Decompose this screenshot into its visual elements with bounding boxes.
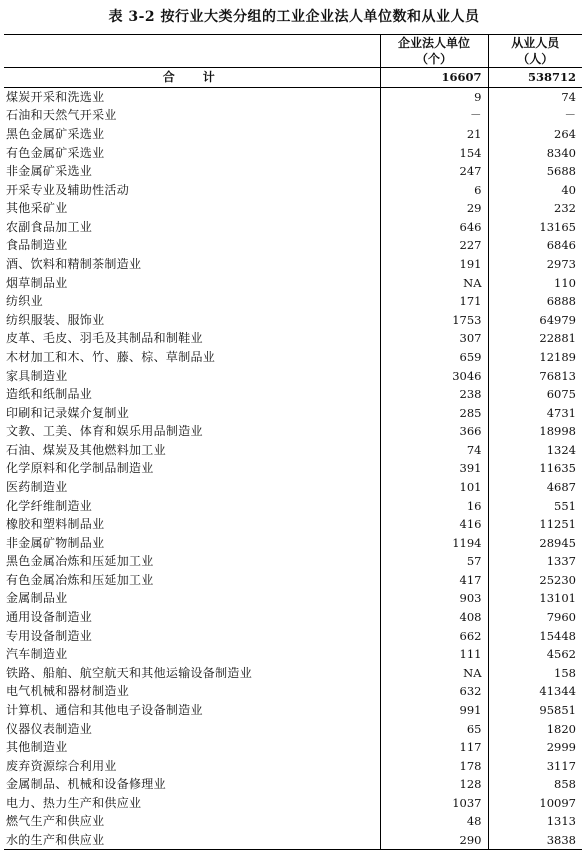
units-count: 903 — [380, 589, 488, 608]
industry-name: 医药制造业 — [6, 480, 68, 494]
industry-name: 煤炭开采和洗选业 — [6, 89, 105, 104]
industry-name: 有色金属冶炼和压延加工业 — [6, 572, 154, 587]
employees-count: 5688 — [488, 162, 582, 181]
employees-count: 18998 — [488, 422, 582, 441]
table-row — [4, 143, 582, 162]
total-employees: 538712 — [488, 68, 582, 88]
table-row — [4, 589, 582, 608]
units-count: 178 — [380, 756, 488, 775]
units-count: 285 — [380, 403, 488, 422]
employees-count: 4562 — [488, 645, 582, 664]
employees-count: 95851 — [488, 701, 582, 720]
employees-count: 10097 — [488, 794, 582, 813]
employees-count: 74 — [488, 87, 582, 106]
table-row — [4, 236, 582, 255]
employees-count: 858 — [488, 775, 582, 794]
total-label: 合 计 — [4, 68, 380, 88]
industry-name: 木材加工和木、竹、藤、棕、草制品业 — [6, 349, 216, 364]
units-count: 1194 — [380, 533, 488, 552]
employees-count: 13101 — [488, 589, 582, 608]
units-count: 366 — [380, 422, 488, 441]
units-count: 290 — [380, 831, 488, 850]
industry-name: 农副食品加工业 — [6, 219, 93, 234]
industry-name: 酒、饮料和精制茶制造业 — [6, 257, 142, 272]
industry-name: 家具制造业 — [6, 368, 68, 383]
header-units-unit: （个） — [380, 52, 488, 68]
industry-name: 石油和天然气开采业 — [6, 108, 117, 123]
employees-count: 15448 — [488, 626, 582, 645]
industry-name: 燃气生产和供应业 — [6, 814, 105, 829]
header-units: 企业法人单位 — [380, 35, 488, 53]
employees-count: 8340 — [488, 143, 582, 162]
industry-name: 有色金属矿采选业 — [6, 145, 105, 160]
table-row — [4, 218, 582, 237]
units-count: 171 — [380, 292, 488, 311]
employees-count: 4731 — [488, 403, 582, 422]
employees-count: 25230 — [488, 571, 582, 590]
units-count: － — [380, 106, 488, 125]
employees-count: 64979 — [488, 311, 582, 330]
units-count: 191 — [380, 255, 488, 274]
industry-name: 石油、煤炭及其他燃料加工业 — [6, 442, 166, 457]
table-row — [4, 775, 582, 794]
table-row — [4, 199, 582, 218]
table-row — [4, 515, 582, 534]
industry-name: 水的生产和供应业 — [4, 831, 380, 850]
industry-name: 金属制品、机械和设备修理业 — [6, 777, 166, 792]
units-count: 117 — [380, 738, 488, 757]
table-row — [4, 329, 582, 348]
employees-count: 551 — [488, 496, 582, 515]
industry-name: 电力、热力生产和供应业 — [6, 795, 142, 810]
table-row — [4, 255, 582, 274]
table-row — [4, 180, 582, 199]
industry-name: 铁路、船舶、航空航天和其他运输设备制造业 — [6, 665, 253, 680]
employees-count: 11251 — [488, 515, 582, 534]
employees-count: 6888 — [488, 292, 582, 311]
units-count: 57 — [380, 552, 488, 571]
industry-name: 化学纤维制造业 — [6, 498, 93, 513]
units-count: 646 — [380, 218, 488, 237]
table-row — [4, 812, 582, 831]
units-count: 74 — [380, 441, 488, 460]
units-count: 3046 — [380, 366, 488, 385]
units-count: 1753 — [380, 311, 488, 330]
units-count: 128 — [380, 775, 488, 794]
employees-count: 12189 — [488, 348, 582, 367]
units-count: 408 — [380, 608, 488, 627]
table-row — [4, 645, 582, 664]
header-employees-unit: （人） — [488, 52, 582, 68]
employees-count: 3838 — [488, 831, 582, 850]
units-count: 48 — [380, 812, 488, 831]
employees-count: 264 — [488, 125, 582, 144]
table-row — [4, 292, 582, 311]
industry-name: 非金属矿物制品业 — [6, 535, 105, 550]
units-count: 416 — [380, 515, 488, 534]
table-row — [4, 273, 582, 292]
table-row — [4, 738, 582, 757]
industry-name: 纺织服装、服饰业 — [6, 312, 105, 327]
units-count: 991 — [380, 701, 488, 720]
table-row — [4, 459, 582, 478]
employees-count: 7960 — [488, 608, 582, 627]
industry-name: 造纸和纸制品业 — [6, 387, 93, 402]
table-header — [4, 35, 582, 68]
industry-name: 开采专业及辅助性活动 — [6, 182, 130, 197]
units-count: 238 — [380, 385, 488, 404]
employees-count: 40 — [488, 180, 582, 199]
units-count: 6 — [380, 180, 488, 199]
table-row — [4, 87, 582, 106]
header-blank — [4, 35, 380, 53]
employees-count: 3117 — [488, 756, 582, 775]
units-count: 154 — [380, 143, 488, 162]
employees-count: － — [488, 106, 582, 125]
industry-name: 化学原料和化学制品制造业 — [6, 461, 154, 476]
industry-name: 非金属矿采选业 — [6, 164, 93, 179]
employees-count: 76813 — [488, 366, 582, 385]
units-count: 662 — [380, 626, 488, 645]
employees-count: 22881 — [488, 329, 582, 348]
units-count: 29 — [380, 199, 488, 218]
units-count: 307 — [380, 329, 488, 348]
industry-name: 废弃资源综合利用业 — [6, 758, 117, 773]
table-row — [4, 664, 582, 683]
table-row — [4, 756, 582, 775]
table-body — [4, 68, 582, 850]
employees-count: 13165 — [488, 218, 582, 237]
employees-count: 41344 — [488, 682, 582, 701]
table-row — [4, 831, 582, 850]
employees-count: 158 — [488, 664, 582, 683]
employees-count: 232 — [488, 199, 582, 218]
industry-name: 金属制品业 — [6, 591, 68, 606]
employees-count: 28945 — [488, 533, 582, 552]
employees-count: 110 — [488, 273, 582, 292]
industry-name: 文教、工美、体育和娱乐用品制造业 — [6, 424, 203, 439]
table-row — [4, 125, 582, 144]
table-row — [4, 552, 582, 571]
industry-name: 其他制造业 — [6, 740, 68, 755]
industry-name: 电气机械和器材制造业 — [6, 684, 130, 699]
industry-name: 印刷和记录媒介复制业 — [6, 405, 130, 420]
industry-name: 纺织业 — [6, 294, 43, 309]
table-row — [4, 496, 582, 515]
industry-name: 汽车制造业 — [6, 647, 68, 662]
industry-name: 黑色金属矿采选业 — [6, 127, 105, 142]
table-row — [4, 571, 582, 590]
units-count: 659 — [380, 348, 488, 367]
industry-name: 皮革、毛皮、羽毛及其制品和制鞋业 — [6, 331, 203, 346]
industry-name: 通用设备制造业 — [6, 610, 93, 625]
units-count: 111 — [380, 645, 488, 664]
units-count: 417 — [380, 571, 488, 590]
industry-name: 橡胶和塑料制品业 — [6, 517, 105, 532]
table-row — [4, 385, 582, 404]
units-count: NA — [380, 273, 488, 292]
units-count: 632 — [380, 682, 488, 701]
table-row — [4, 162, 582, 181]
table-row — [4, 608, 582, 627]
employees-count: 1324 — [488, 441, 582, 460]
table-row — [4, 533, 582, 552]
total-units: 16607 — [380, 68, 488, 88]
table-row — [4, 701, 582, 720]
table-row — [4, 794, 582, 813]
industry-table — [4, 34, 582, 850]
industry-name: 仪器仪表制造业 — [6, 721, 93, 736]
employees-count: 2973 — [488, 255, 582, 274]
table-row — [4, 106, 582, 125]
units-count: 227 — [380, 236, 488, 255]
employees-count: 6075 — [488, 385, 582, 404]
employees-count: 6846 — [488, 236, 582, 255]
table-row — [4, 348, 582, 367]
employees-count: 4687 — [488, 478, 582, 497]
table-row — [4, 403, 582, 422]
total-row — [4, 68, 582, 88]
units-count: 21 — [380, 125, 488, 144]
units-count: 1037 — [380, 794, 488, 813]
table-row — [4, 626, 582, 645]
header-employees: 从业人员 — [488, 35, 582, 53]
industry-name: 黑色金属冶炼和压延加工业 — [6, 554, 154, 569]
industry-name: 计算机、通信和其他电子设备制造业 — [6, 702, 203, 717]
industry-name: 专用设备制造业 — [6, 628, 93, 643]
units-count: 9 — [380, 87, 488, 106]
employees-count: 1337 — [488, 552, 582, 571]
employees-count: 1313 — [488, 812, 582, 831]
units-count: 391 — [380, 459, 488, 478]
industry-name: 烟草制品业 — [6, 275, 68, 290]
industry-name: 食品制造业 — [6, 238, 68, 253]
table-row — [4, 422, 582, 441]
employees-count: 11635 — [488, 459, 582, 478]
industry-name: 其他采矿业 — [6, 201, 68, 216]
units-count: 65 — [380, 719, 488, 738]
employees-count: 1820 — [488, 719, 582, 738]
units-count: NA — [380, 664, 488, 683]
table-row — [4, 366, 582, 385]
table-row — [4, 719, 582, 738]
units-count: 247 — [380, 162, 488, 181]
units-count: 101 — [380, 478, 488, 497]
table-row — [4, 478, 582, 497]
employees-count: 2999 — [488, 738, 582, 757]
units-count: 16 — [380, 496, 488, 515]
header-blank-2 — [4, 52, 380, 68]
table-title: 表 3-2 按行业大类分组的工业企业法人单位数和从业人员 — [108, 9, 480, 25]
table-row — [4, 441, 582, 460]
table-row — [4, 311, 582, 330]
table-row — [4, 682, 582, 701]
